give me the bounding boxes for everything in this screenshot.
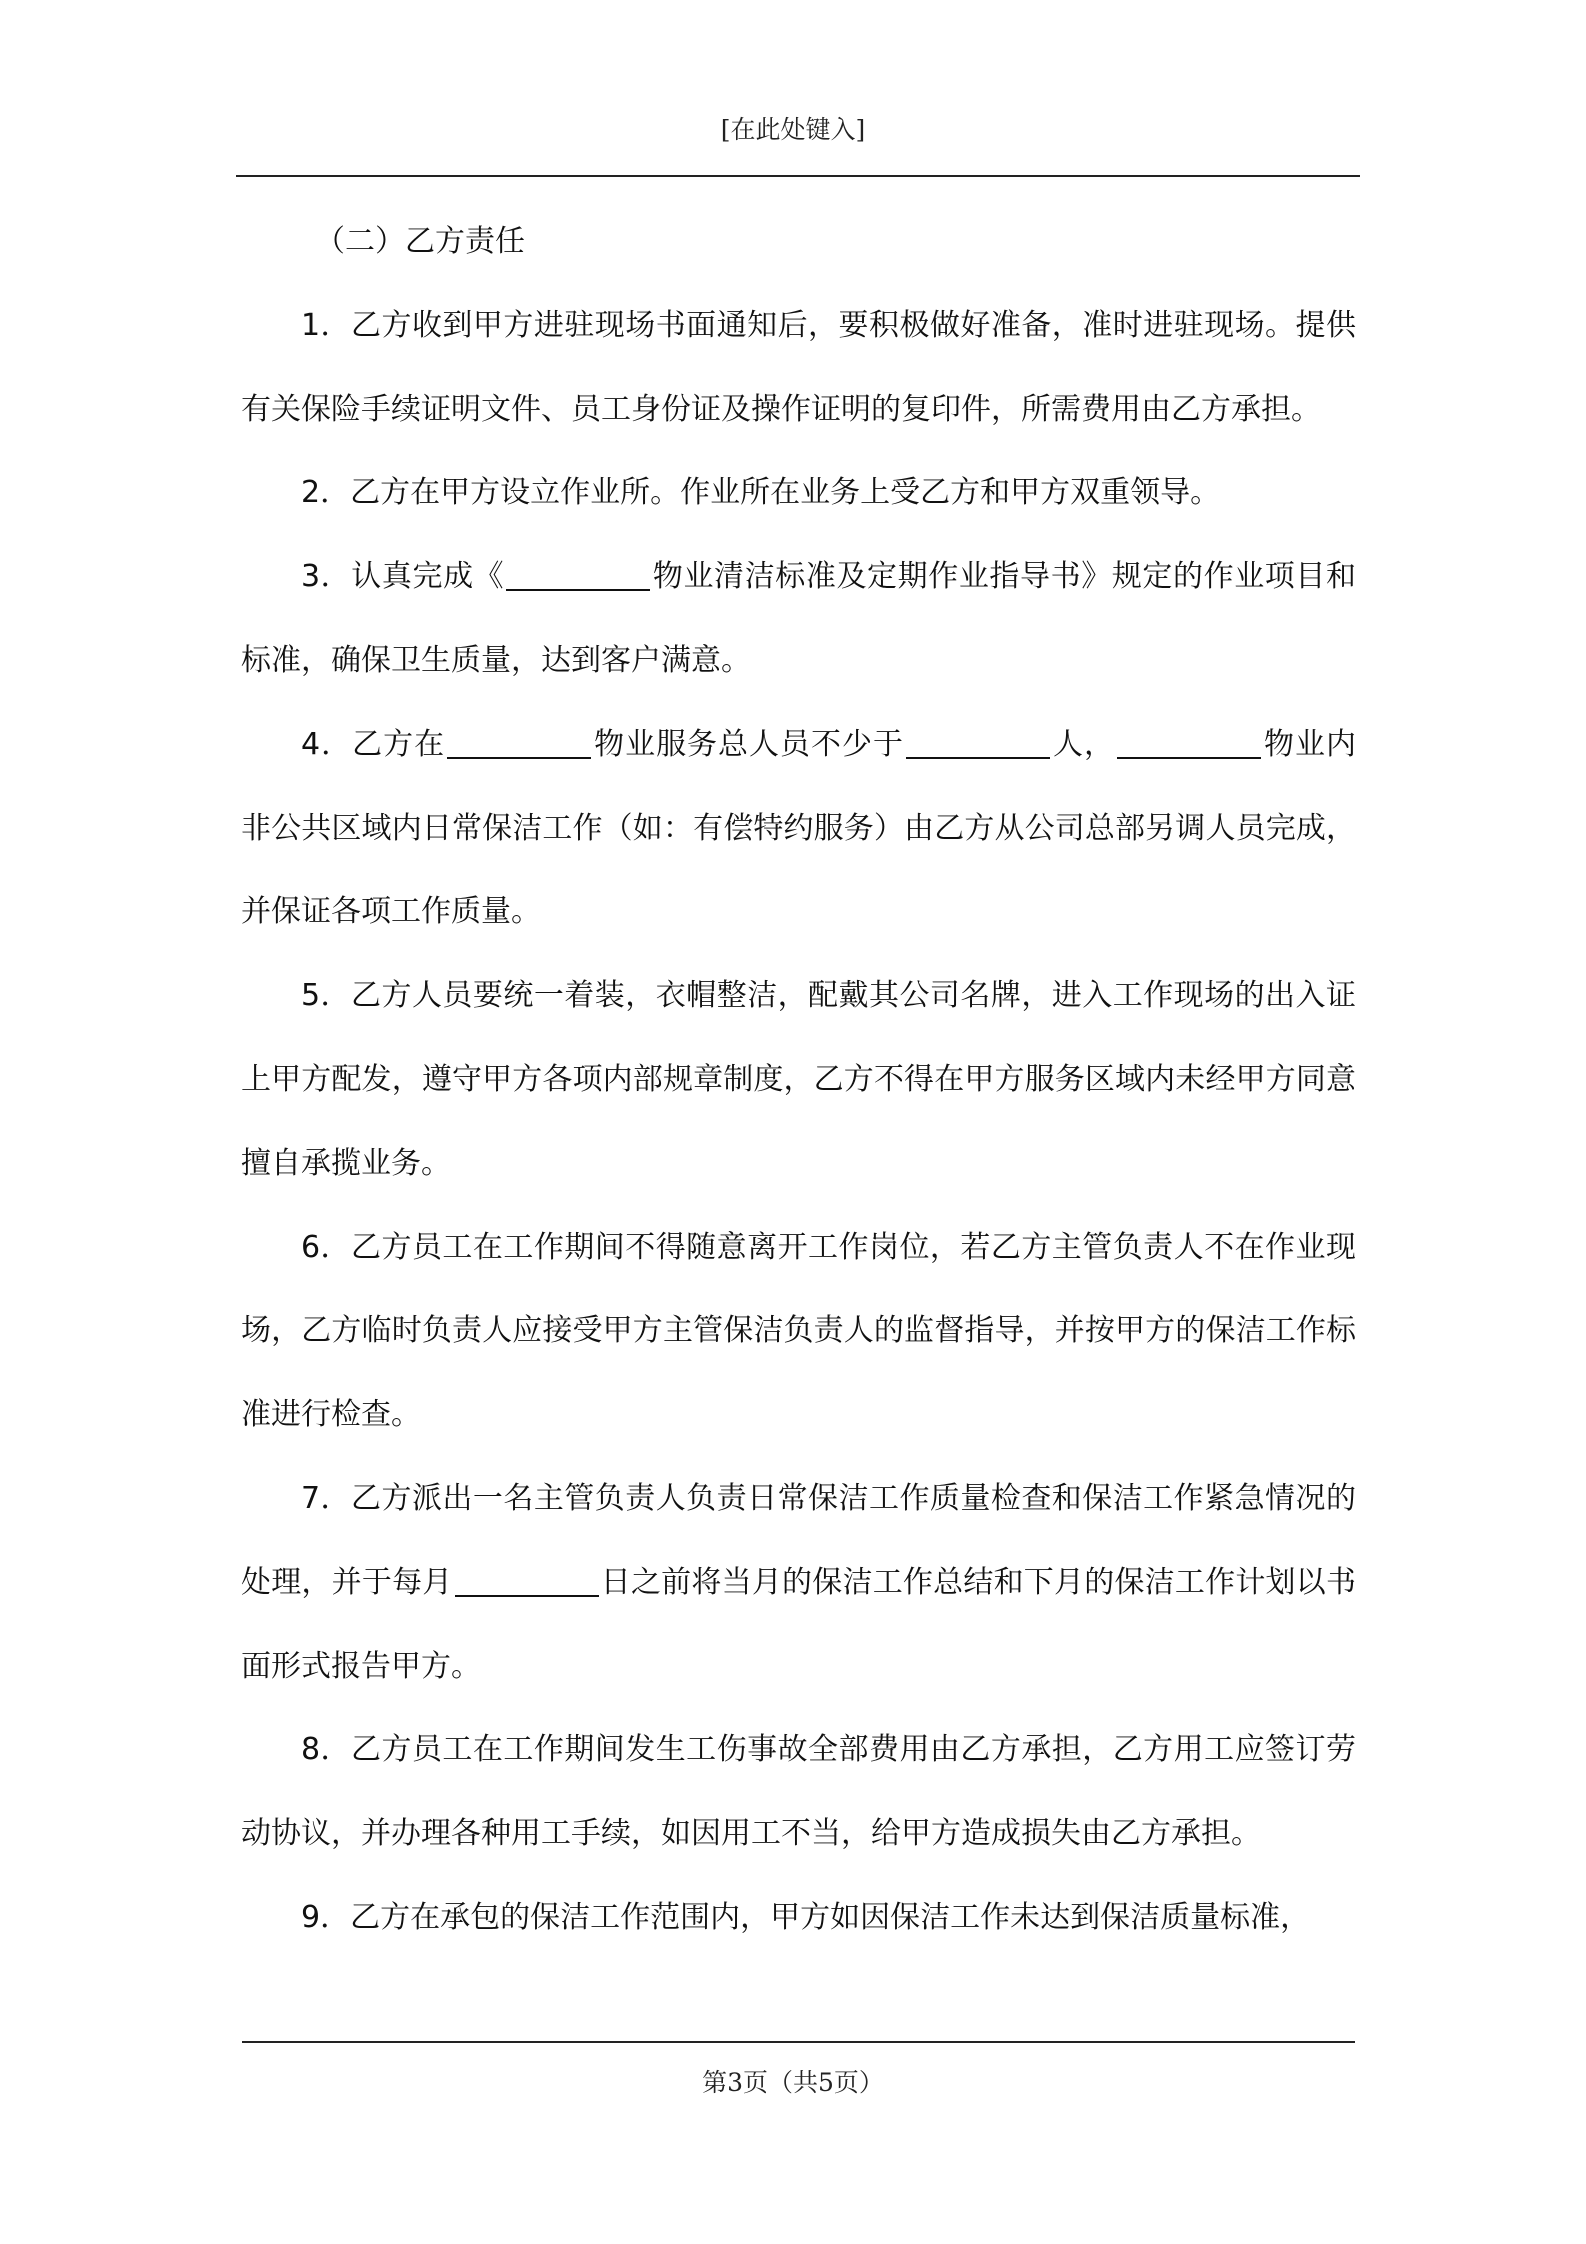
- document-body: [241, 200, 1356, 1960]
- blank-fill-line: [906, 729, 1050, 759]
- paragraph-item-7: [241, 1457, 1356, 1708]
- item-3-text-a: 3．认真完成《: [301, 559, 505, 595]
- paragraph-item-2: 2．乙方在甲方设立作业所。作业所在业务上受乙方和甲方双重领导。: [301, 475, 1221, 511]
- header-divider: [236, 175, 1360, 177]
- page-footer: 第3页（共5页）: [702, 2068, 884, 2097]
- section-title: （二）乙方责任: [315, 224, 525, 259]
- paragraph-item-4: [241, 703, 1356, 954]
- paragraph-item-3: [241, 535, 1356, 703]
- blank-fill-line: [1117, 729, 1261, 759]
- paragraph-item-9: 9．乙方在承包的保洁工作范围内，甲方如因保洁工作未达到保洁质量标准，: [301, 1899, 1311, 1935]
- paragraph-item-6: 6．乙方员工在工作期间不得随意离开工作岗位，若乙方主管负责人不在作业现场，乙方临时负责人应接受甲方主管保洁负责人的监督指导，并按甲方的保洁工作标准进行检查。: [241, 1229, 1356, 1433]
- page-header: [在此处键入]: [720, 115, 866, 144]
- item-4-text-a: 4．乙方在: [301, 726, 446, 762]
- paragraph-item-5: 5．乙方人员要统一着装，衣帽整洁，配戴其公司名牌，进入工作现场的出入证上甲方配发，遵守甲方各项内部规章制度，乙方不得在甲方服务区域内未经甲方同意擅自承揽业务。: [241, 978, 1356, 1181]
- item-4-text-b: 物业服务总人员不少于: [593, 726, 905, 762]
- item-3-text-b: 物业清洁标准及定期作业指导书》规定的作业项目和标准，确保卫生质量，达到客户满意。: [241, 559, 1356, 678]
- paragraph-item-8: 8．乙方员工在工作期间发生工伤事故全部费用由乙方承担，乙方用工应签订劳动协议，并办理各种用工手续，如因用工不当，给甲方造成损失由乙方承担。: [241, 1732, 1356, 1852]
- item-7-text-a: 7．乙方派出一名主管负责人负责日常保洁工作质量检查和保洁工作紧急情况的处理，并于每月: [241, 1480, 1356, 1600]
- item-4-text-c: 人，: [1052, 726, 1116, 762]
- blank-fill-line: [506, 561, 650, 591]
- blank-fill-line: [447, 729, 591, 759]
- blank-fill-line: [455, 1567, 599, 1597]
- footer-divider: [242, 2041, 1355, 2043]
- paragraph-item-1: 1．乙方收到甲方进驻现场书面通知后，要积极做好准备，准时进驻现场。提供有关保险手续证明文件、员工身份证及操作证明的复印件，所需费用由乙方承担。: [241, 307, 1356, 427]
- item-7-text-b: 日之前将当月的保洁工作总结和下月的保洁工作计划以书面形式报告甲方。: [241, 1564, 1356, 1684]
- item-4-text-d: 物业内非公共区域内日常保洁工作（如：有偿特约服务）由乙方从公司总部另调人员完成，并保证各项工作质量。: [241, 726, 1357, 930]
